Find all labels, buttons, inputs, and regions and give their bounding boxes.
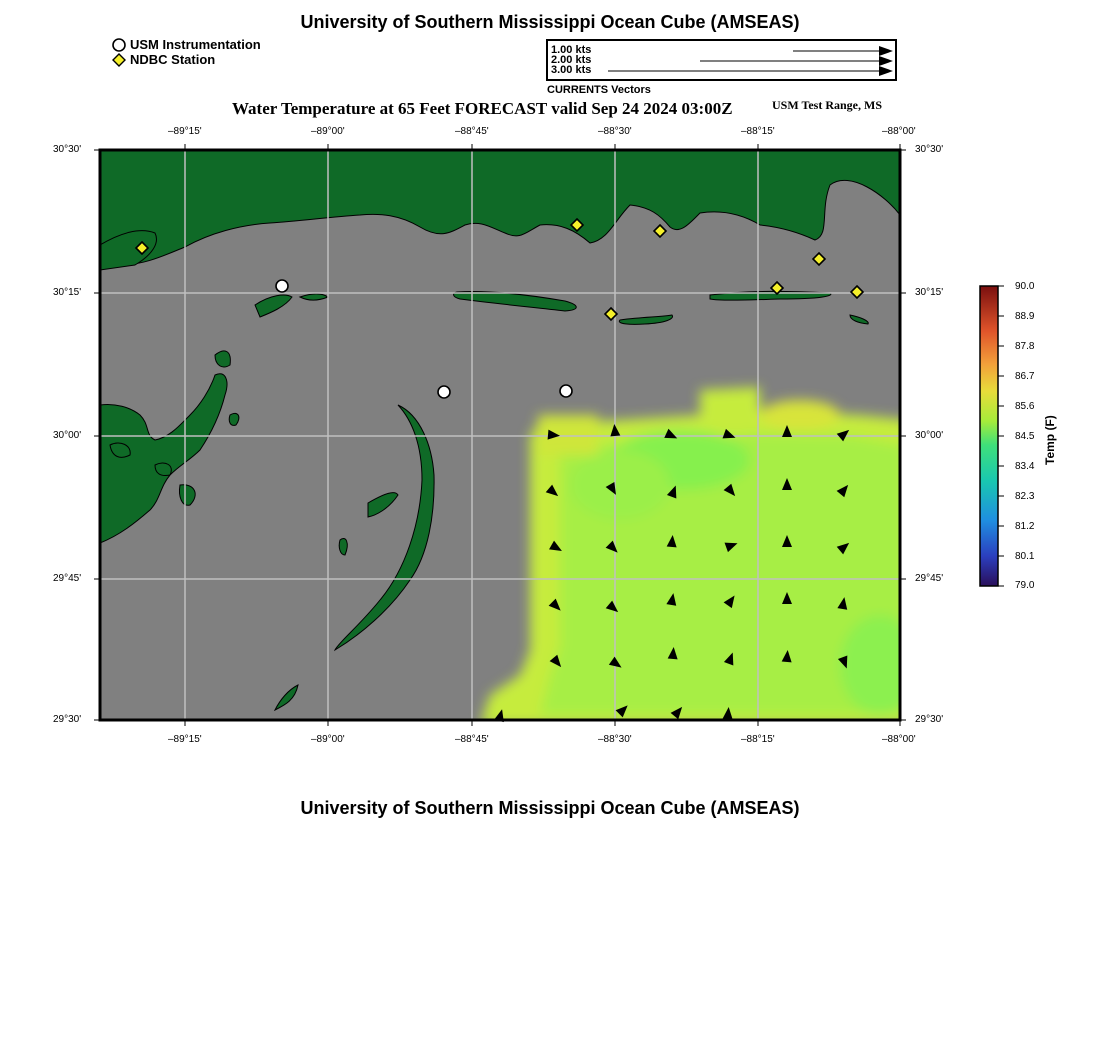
lon-tick-bottom: –88°45' — [455, 734, 489, 745]
vector-legend-box — [546, 39, 897, 81]
legend-usm-label: USM Instrumentation — [130, 37, 261, 52]
lon-tick-bottom: –88°00' — [882, 734, 916, 745]
lat-tick-left: 30°30' — [53, 144, 82, 155]
usm-instrument-marker — [560, 385, 572, 397]
lon-tick-bottom: –88°15' — [741, 734, 775, 745]
map-figure — [60, 115, 960, 755]
lon-tick-top: –89°00' — [311, 126, 345, 137]
lat-tick-right: 30°30' — [915, 144, 944, 155]
colorbar-tick: 83.4 — [1015, 461, 1035, 472]
lat-tick-right: 30°00' — [915, 430, 944, 441]
colorbar-tick: 85.6 — [1015, 401, 1035, 412]
lon-tick-top: –88°45' — [455, 126, 489, 137]
map-region: USM Test Range, MS — [772, 98, 883, 112]
lat-tick-right: 30°15' — [915, 287, 944, 298]
vector-legend-1: 1.00 kts — [551, 44, 592, 56]
lon-tick-top: –88°00' — [882, 126, 916, 137]
temperature-field — [480, 387, 920, 725]
lat-tick-left: 29°45' — [53, 573, 82, 584]
colorbar-tick: 88.9 — [1015, 311, 1035, 322]
colorbar-tick: 86.7 — [1015, 371, 1035, 382]
map-subtitle: Water Temperature at 65 Feet FORECAST valid Sep 24 2024 03:00Z — [232, 99, 733, 118]
colorbar-tick: 79.0 — [1015, 580, 1035, 591]
lon-tick-bottom: –89°15' — [168, 734, 202, 745]
white-circle-icon — [112, 38, 126, 52]
lon-tick-bottom: –89°00' — [311, 734, 345, 745]
vector-legend-3: 3.00 kts — [551, 64, 592, 76]
colorbar — [978, 284, 1008, 588]
footer-title: University of Southern Mississippi Ocean Cube (AMSEAS) — [300, 798, 800, 818]
lon-tick-top: –89°15' — [168, 126, 202, 137]
lat-tick-left: 29°30' — [53, 714, 82, 725]
legend-usm — [112, 37, 261, 52]
lat-tick-right: 29°30' — [915, 714, 944, 725]
vector-legend-arrows — [548, 41, 895, 79]
lon-tick-top: –88°30' — [598, 126, 632, 137]
usm-instrument-marker — [438, 386, 450, 398]
colorbar-tick: 84.5 — [1015, 431, 1035, 442]
colorbar-tick: 87.8 — [1015, 341, 1035, 352]
colorbar-tick: 90.0 — [1015, 281, 1035, 292]
lat-tick-right: 29°45' — [915, 573, 944, 584]
colorbar-tick: 81.2 — [1015, 521, 1035, 532]
usm-instrument-marker — [276, 280, 288, 292]
lat-tick-left: 30°00' — [53, 430, 82, 441]
vector-legend-caption: CURRENTS Vectors — [547, 84, 651, 96]
lon-tick-top: –88°15' — [741, 126, 775, 137]
yellow-diamond-icon — [112, 53, 126, 67]
lon-tick-bottom: –88°30' — [598, 734, 632, 745]
page-title: University of Southern Mississippi Ocean Cube (AMSEAS) — [300, 12, 800, 32]
legend-ndbc-label: NDBC Station — [130, 52, 216, 67]
legend-ndbc — [112, 52, 215, 67]
colorbar-label: Temp (F) — [1043, 415, 1057, 465]
lat-tick-left: 30°15' — [53, 287, 82, 298]
colorbar-tick: 82.3 — [1015, 491, 1035, 502]
vector-legend-2: 2.00 kts — [551, 54, 592, 66]
colorbar-tick: 80.1 — [1015, 551, 1035, 562]
